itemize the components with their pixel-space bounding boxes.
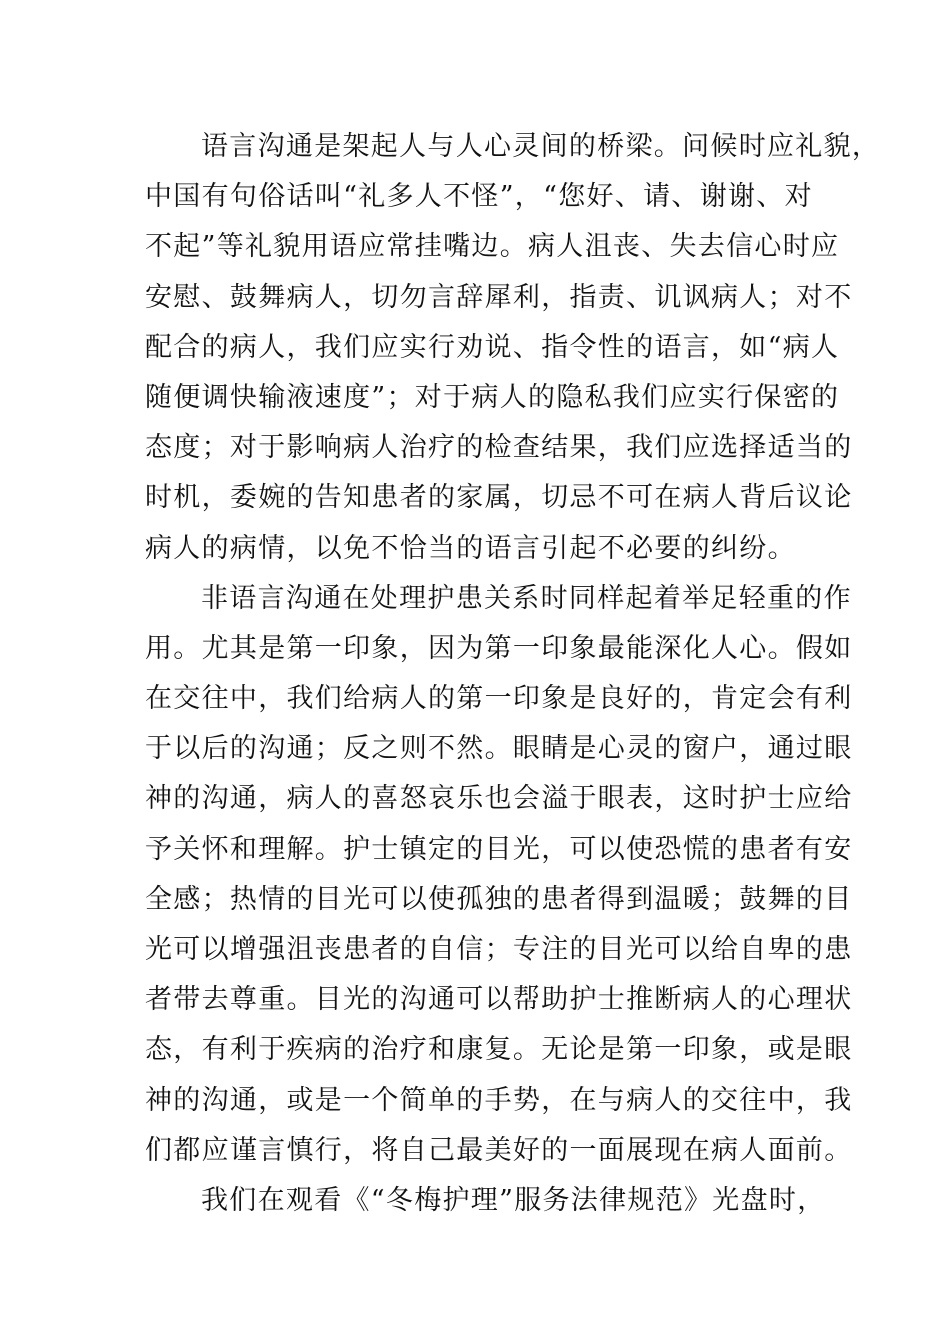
text-line: 非语言沟通在处理护患关系时同样起着举足轻重的作 [201, 582, 852, 614]
text-line: 神的沟通，或是一个简单的手势，在与病人的交往中，我 [145, 1084, 853, 1116]
text-line: 病人的病情，以免不恰当的语言引起不必要的纠纷。 [145, 532, 796, 564]
text-line: 态，有利于疾病的治疗和康复。无论是第一印象，或是眼 [145, 1034, 853, 1066]
paragraph-nonverbal-communication [145, 574, 853, 1176]
text-line: 配合的病人，我们应实行劝说、指令性的语言，如“病人 [145, 331, 840, 363]
text-line: 中国有句俗话叫“礼多人不怪”，“您好、请、谢谢、对 [145, 181, 813, 213]
paragraph-video-viewing [145, 1176, 826, 1226]
text-line: 于以后的沟通；反之则不然。眼睛是心灵的窗户，通过眼 [145, 733, 853, 765]
text-line: 我们在观看《“冬梅护理”服务法律规范》光盘时， [201, 1184, 826, 1216]
paragraph-verbal-communication [145, 122, 881, 574]
text-line: 态度；对于影响病人治疗的检查结果，我们应选择适当的 [145, 432, 853, 464]
text-line: 们都应谨言慎行，将自己最美好的一面展现在病人面前。 [145, 1134, 853, 1166]
text-line: 时机，委婉的告知患者的家属，切忌不可在病人背后议论 [145, 482, 853, 514]
text-line: 不起”等礼貌用语应常挂嘴边。病人沮丧、失去信心时应 [145, 231, 840, 263]
text-line: 予关怀和理解。护士镇定的目光，可以使恐慌的患者有安 [145, 833, 853, 865]
text-line: 光可以增强沮丧患者的自信；专注的目光可以给自卑的患 [145, 934, 853, 965]
text-line: 全感；热情的目光可以使孤独的患者得到温暖；鼓舞的目 [145, 883, 853, 915]
text-line: 神的沟通，病人的喜怒哀乐也会溢于眼表，这时护士应给 [145, 783, 853, 815]
text-line: 在交往中，我们给病人的第一印象是良好的，肯定会有利 [145, 683, 853, 715]
body-text [145, 122, 881, 1226]
text-line: 用。尤其是第一印象，因为第一印象最能深化人心。假如 [145, 632, 853, 664]
text-line: 语言沟通是架起人与人心灵间的桥梁。问候时应礼貌， [201, 131, 881, 162]
text-line: 安慰、鼓舞病人，切勿言辞犀利，指责、讥讽病人；对不 [145, 281, 853, 313]
text-line: 者带去尊重。目光的沟通可以帮助护士推断病人的心理状 [145, 984, 853, 1016]
text-line: 随便调快输液速度”；对于病人的隐私我们应实行保密的 [145, 381, 840, 413]
